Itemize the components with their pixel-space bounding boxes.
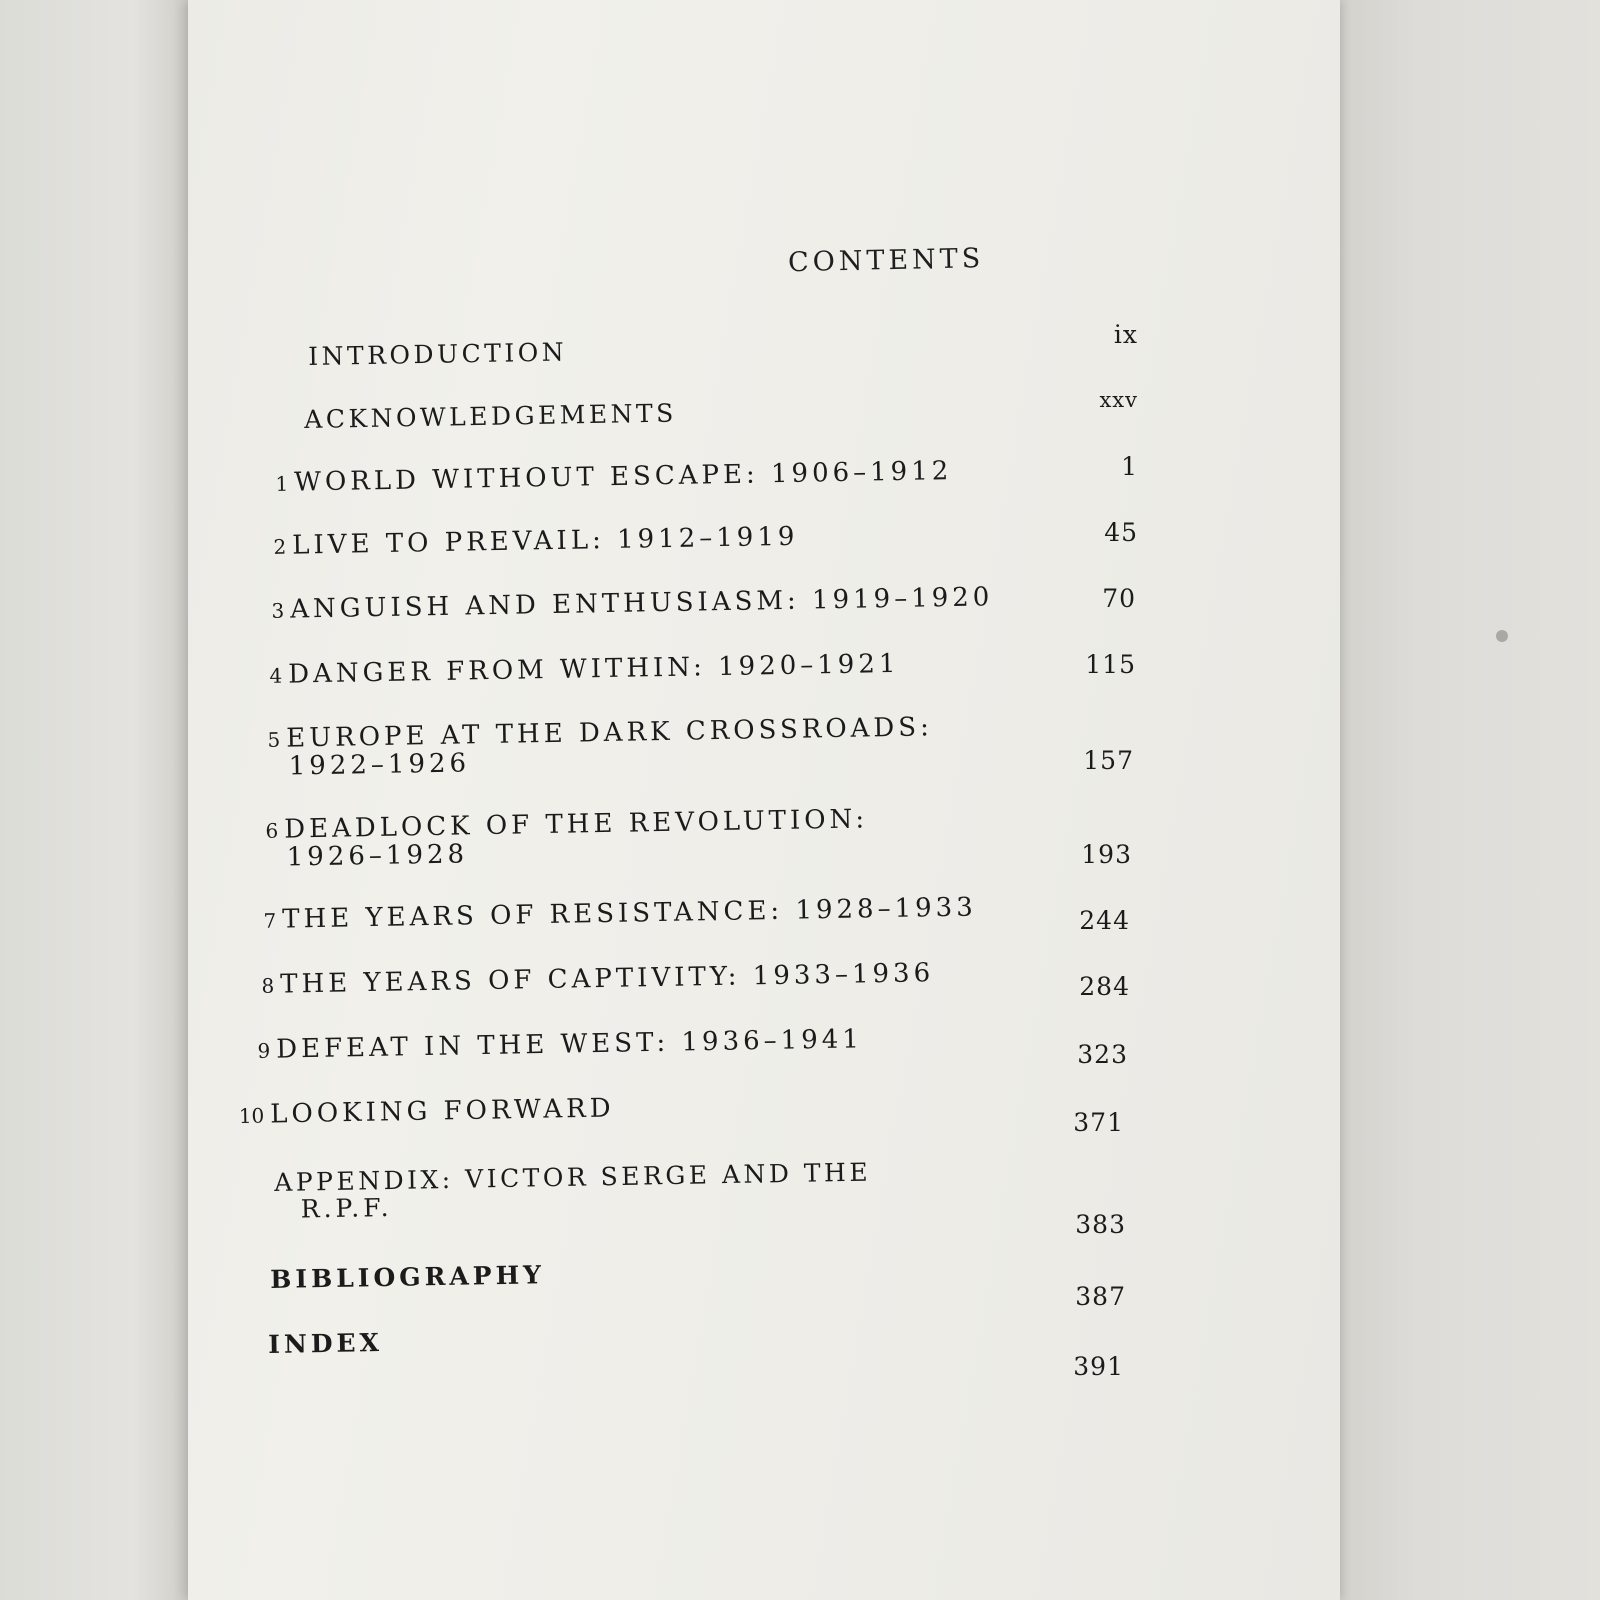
- toc-chapter-8: [256, 958, 934, 1000]
- chapter-page: 157: [1083, 746, 1134, 775]
- contents-heading: CONTENTS: [787, 243, 985, 279]
- toc-entry-appendix: [274, 1158, 872, 1224]
- toc-chapter-2: [268, 522, 799, 561]
- chapter-number: 1: [275, 471, 289, 496]
- toc-page-introduction: ix: [1113, 320, 1138, 349]
- toc-page-acknowledgements: xxv: [1099, 388, 1138, 412]
- chapter-page: 1: [1121, 452, 1138, 481]
- toc-entry-title: INTRODUCTION: [308, 337, 568, 371]
- chapter-number: 7: [263, 908, 277, 933]
- chapter-number: 9: [257, 1038, 271, 1063]
- chapter-number: 6: [265, 818, 279, 843]
- chapter-page: 371: [1073, 1108, 1124, 1137]
- background-surface: [1340, 0, 1600, 1600]
- chapter-title: DANGER FROM WITHIN: 1920–1921: [287, 648, 900, 690]
- toc-page-bibliography: 387: [1075, 1282, 1126, 1311]
- toc-entry-acknowledgements: [304, 398, 677, 433]
- chapter-title-continuation: 1922–1926: [288, 748, 471, 782]
- left-page-edge: [0, 0, 190, 1600]
- toc-entry-title: BIBLIOGRAPHY: [270, 1260, 546, 1294]
- toc-entry-title-continuation: R.P.F.: [300, 1192, 393, 1224]
- toc-page-appendix: 383: [1075, 1210, 1126, 1239]
- toc-page-index: 391: [1073, 1352, 1124, 1381]
- toc-entry-bibliography: [270, 1260, 545, 1294]
- chapter-title: EUROPE AT THE DARK CROSSROADS:: [285, 712, 934, 754]
- chapter-page: 323: [1077, 1040, 1128, 1069]
- toc-chapter-7: [258, 892, 977, 935]
- chapter-title-continuation: 1926–1928: [286, 839, 469, 873]
- chapter-title: DEFEAT IN THE WEST: 1936–1941: [275, 1024, 864, 1065]
- toc-entry-title: INDEX: [268, 1327, 384, 1359]
- book-page: [188, 0, 1340, 1600]
- chapter-title: LOOKING FORWARD: [269, 1093, 615, 1130]
- chapter-page: 244: [1079, 906, 1130, 935]
- chapter-page: 284: [1079, 972, 1130, 1001]
- toc-chapter-6: [260, 804, 869, 873]
- toc-entry-introduction: [308, 337, 567, 371]
- dust-speck: [1496, 630, 1508, 642]
- chapter-number: 5: [267, 727, 281, 752]
- chapter-number: 2: [273, 534, 287, 559]
- toc-entry-title: APPENDIX: VICTOR SERGE AND THE: [274, 1157, 872, 1197]
- chapter-title: THE YEARS OF CAPTIVITY: 1933–1936: [279, 958, 935, 1000]
- chapter-title: ANGUISH AND ENTHUSIASM: 1919–1920: [289, 582, 994, 625]
- chapter-page: 193: [1081, 840, 1132, 869]
- chapter-title: THE YEARS OF RESISTANCE: 1928–1933: [281, 892, 978, 935]
- chapter-number: 10: [238, 1103, 265, 1128]
- chapter-number: 4: [269, 663, 283, 688]
- toc-chapter-5: [262, 712, 934, 782]
- chapter-page: 45: [1104, 518, 1138, 547]
- toc-entry-title: ACKNOWLEDGEMENTS: [304, 398, 678, 434]
- chapter-number: 8: [261, 973, 275, 998]
- chapter-title: LIVE TO PREVAIL: 1912–1919: [291, 521, 799, 561]
- chapter-title: WORLD WITHOUT ESCAPE: 1906–1912: [293, 456, 953, 498]
- toc-chapter-3: [266, 582, 994, 625]
- chapter-page: 70: [1102, 584, 1136, 613]
- toc-chapter-9: [252, 1024, 863, 1065]
- toc-chapter-1: [270, 456, 953, 498]
- chapter-number: 3: [271, 598, 285, 623]
- toc-chapter-4: [264, 649, 900, 690]
- chapter-page: 115: [1085, 650, 1136, 679]
- toc-chapter-10: [238, 1093, 615, 1130]
- toc-entry-index: [268, 1328, 383, 1359]
- chapter-title: DEADLOCK OF THE REVOLUTION:: [283, 804, 869, 845]
